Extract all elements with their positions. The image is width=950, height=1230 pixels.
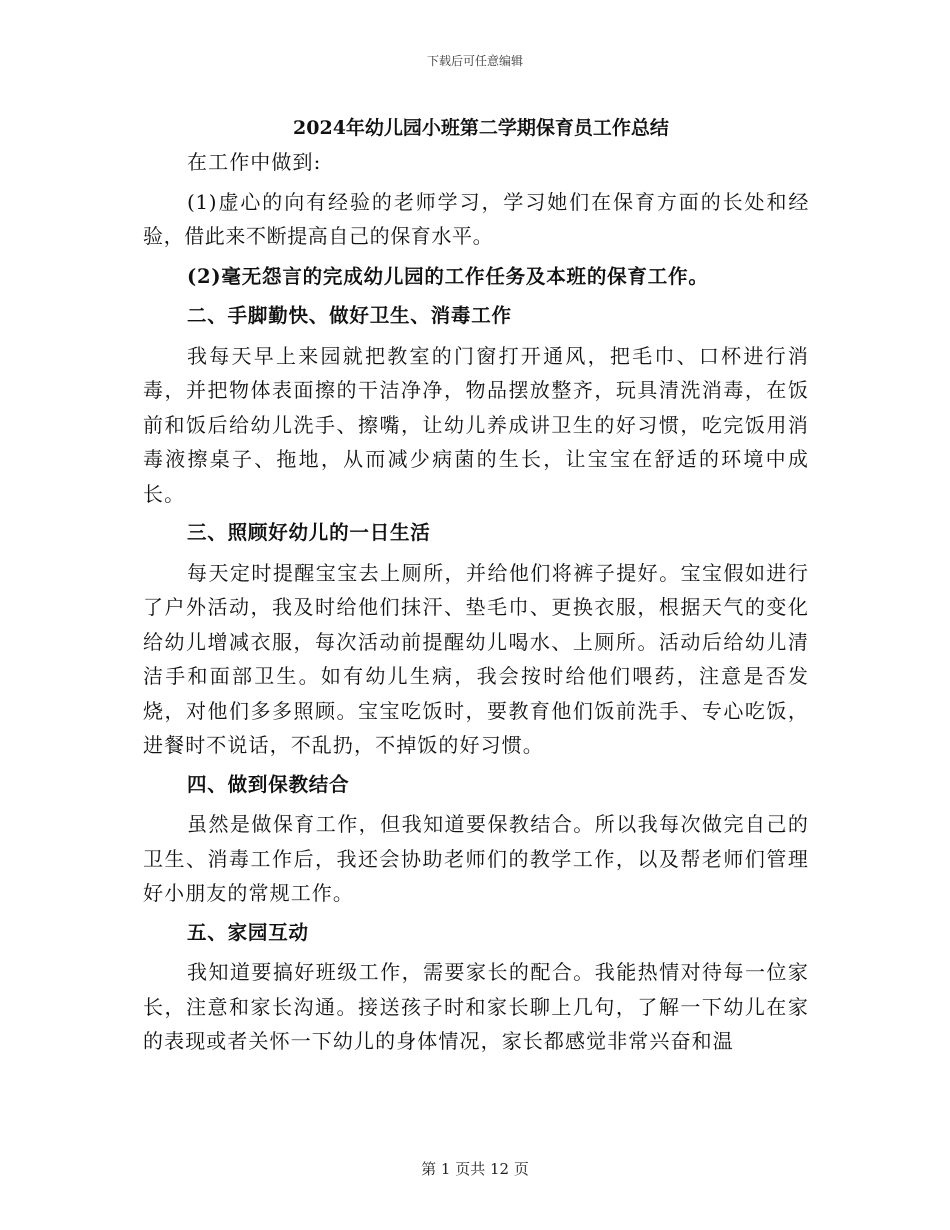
paragraph-home-school: 我知道要搞好班级工作，需要家长的配合。我能热情对待每一位家长，注意和家长沟通。接送孩子时和家长聊上几句，了解一下幼儿在家的表现或者关怀一下幼儿的身体情况，家长都感觉非常兴奋和温 bbox=[143, 960, 809, 1053]
paragraph-learn: (1)虚心的向有经验的老师学习，学习她们在保育方面的长处和经验，借此来不断提高自己的保育水平。 bbox=[143, 189, 809, 248]
document-body bbox=[143, 111, 809, 1059]
header-note: 下载后可任意编辑 bbox=[426, 54, 523, 68]
document-title: 2024年幼儿园小班第二学期保育员工作总结 bbox=[293, 117, 669, 139]
heading-daily-life: 三、照顾好幼儿的一日生活 bbox=[187, 521, 431, 544]
heading-hygiene: 二、手脚勤快、做好卫生、消毒工作 bbox=[187, 304, 512, 327]
paragraph-daily-life: 每天定时提醒宝宝去上厕所，并给他们将裤子提好。宝宝假如进行了户外活动，我及时给他们抹汗、垫毛巾、更换衣服，根据天气的变化给幼儿增减衣服，每次活动前提醒幼儿喝水、上厕所。活动后给幼儿清洁手和面部卫生。如有幼儿生病，我会按时给他们喂药，注意是否发烧，对他们多多照顾。宝宝吃饭时，要教育他们饭前洗手、专心吃饭，进餐时不说话，不乱扔，不掉饭的好习惯。 bbox=[143, 560, 809, 757]
paragraph-hygiene: 我每天早上来园就把教室的门窗打开通风，把毛巾、口杯进行消毒，并把物体表面擦的干洁净净，物品摆放整齐，玩具清洗消毒，在饭前和饭后给幼儿洗手、擦嘴，让幼儿养成讲卫生的好习惯，吃完饭用消毒液擦桌子、拖地，从而减少病菌的生长，让宝宝在舒适的环境中成长。 bbox=[143, 343, 809, 506]
heading-home-school: 五、家园互动 bbox=[187, 920, 309, 944]
page-footer: 第 1 页共 12 页 bbox=[421, 1160, 529, 1178]
paragraph-intro: 在工作中做到: bbox=[187, 150, 322, 174]
heading-no-complaint: (2)毫无怨言的完成幼儿园的工作任务及本班的保育工作。 bbox=[187, 264, 709, 288]
paragraph-care-education: 虽然是做保育工作，但我知道要保教结合。所以我每次做完自己的卫生、消毒工作后，我还会协助老师们的教学工作，以及帮老师们管理好小朋友的常规工作。 bbox=[143, 812, 809, 905]
heading-care-education: 四、做到保教结合 bbox=[187, 772, 350, 796]
